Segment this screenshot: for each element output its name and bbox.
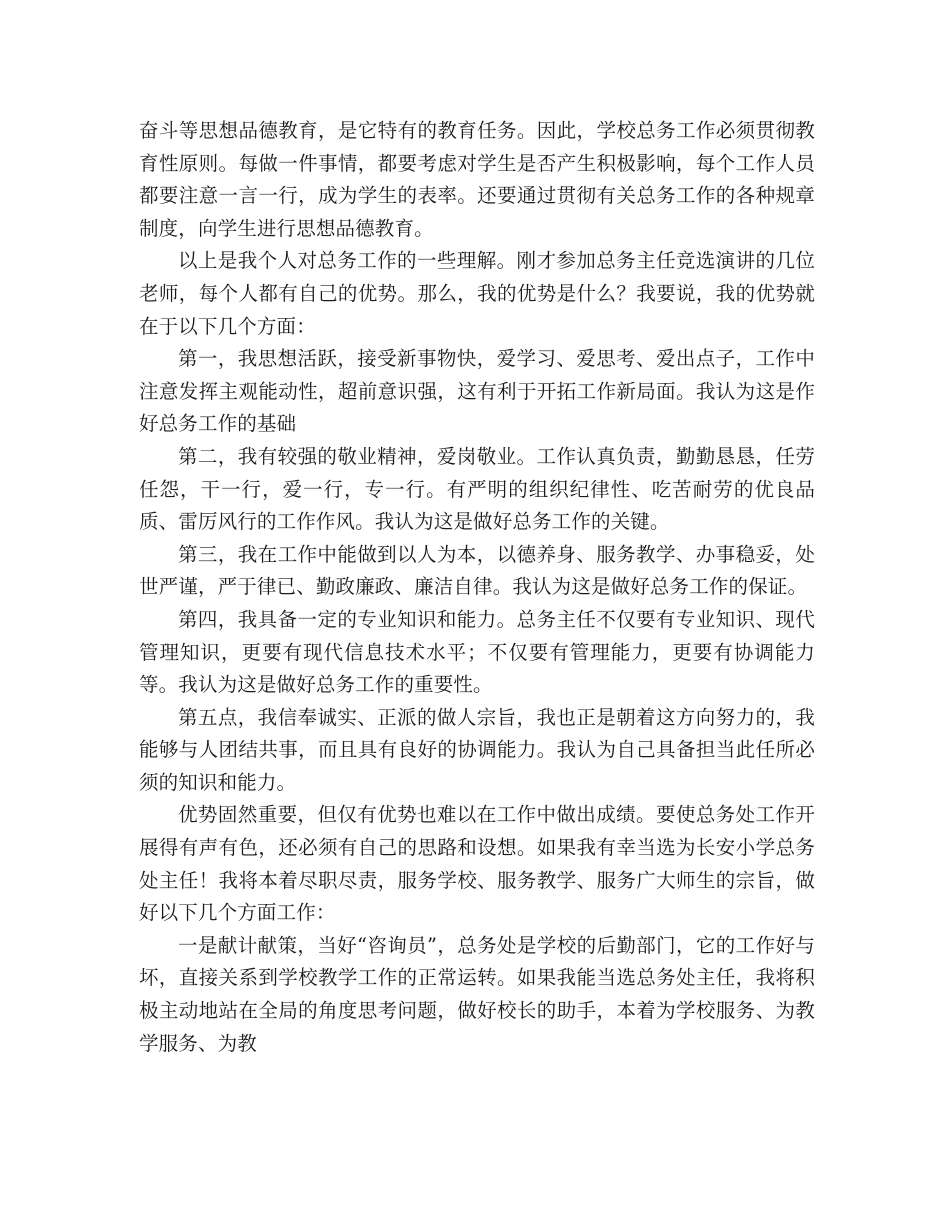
paragraph-9: 一是献计献策，当好“咨询员”，总务处是学校的后勤部门，它的工作好与坏，直接关系到学校教学工作的正常运转。如果我能当选总务处主任，我将积极主动地站在全局的角度思考问题，做好校长的助手，本着为学校服务、为教学服务、为教 xyxy=(139,933,815,1055)
paragraph-2: 以上是我个人对总务工作的一些理解。刚才参加总务主任竞选演讲的几位老师，每个人都有自己的优势。那么，我的优势是什么？我要说，我的优势就在于以下几个方面： xyxy=(139,249,815,338)
paragraph-8: 优势固然重要，但仅有优势也难以在工作中做出成绩。要使总务处工作开展得有声有色，还必须有自己的思路和设想。如果我有幸当选为长安小学总务处主任！我将本着尽职尽责，服务学校、服务教学、服务广大师生的宗旨，做好以下几个方面工作： xyxy=(139,803,815,925)
paragraph-3: 第一，我思想活跃，接受新事物快，爱学习、爱思考、爱出点子，工作中注意发挥主观能动性，超前意识强，这有利于开拓工作新局面。我认为这是作好总务工作的基础 xyxy=(139,347,815,436)
document-body xyxy=(139,115,815,1060)
paragraph-5: 第三，我在工作中能做到以人为本，以德养身、服务教学、办事稳妥，处世严谨，严于律已、勤政廉政、廉洁自律。我认为这是做好总务工作的保证。 xyxy=(139,542,815,599)
paragraph-6: 第四，我具备一定的专业知识和能力。总务主任不仅要有专业知识、现代管理知识，更要有现代信息技术水平；不仅要有管理能力，更要有协调能力等。我认为这是做好总务工作的重要性。 xyxy=(139,607,815,697)
paragraph-1: 奋斗等思想品德教育，是它特有的教育任务。因此，学校总务工作必须贯彻教育性原则。每做一件事情，都要考虑对学生是否产生积极影响，每个工作人员都要注意一言一行，成为学生的表率。还要通过贯彻有关总务工作的各种规章制度，向学生进行思想品德教育。 xyxy=(139,119,815,240)
paragraph-7: 第五点，我信奉诚实、正派的做人宗旨，我也正是朝着这方向努力的，我能够与人团结共事，而且具有良好的协调能力。我认为自己具备担当此任所必须的知识和能力。 xyxy=(139,705,815,794)
paragraph-4: 第二，我有较强的敬业精神，爱岗敬业。工作认真负责，勤勤恳恳，任劳任怨，干一行，爱一行，专一行。有严明的组织纪律性、吃苦耐劳的优良品质、雷厉风行的工作作风。我认为这是做好总务工作的关键。 xyxy=(139,444,815,534)
